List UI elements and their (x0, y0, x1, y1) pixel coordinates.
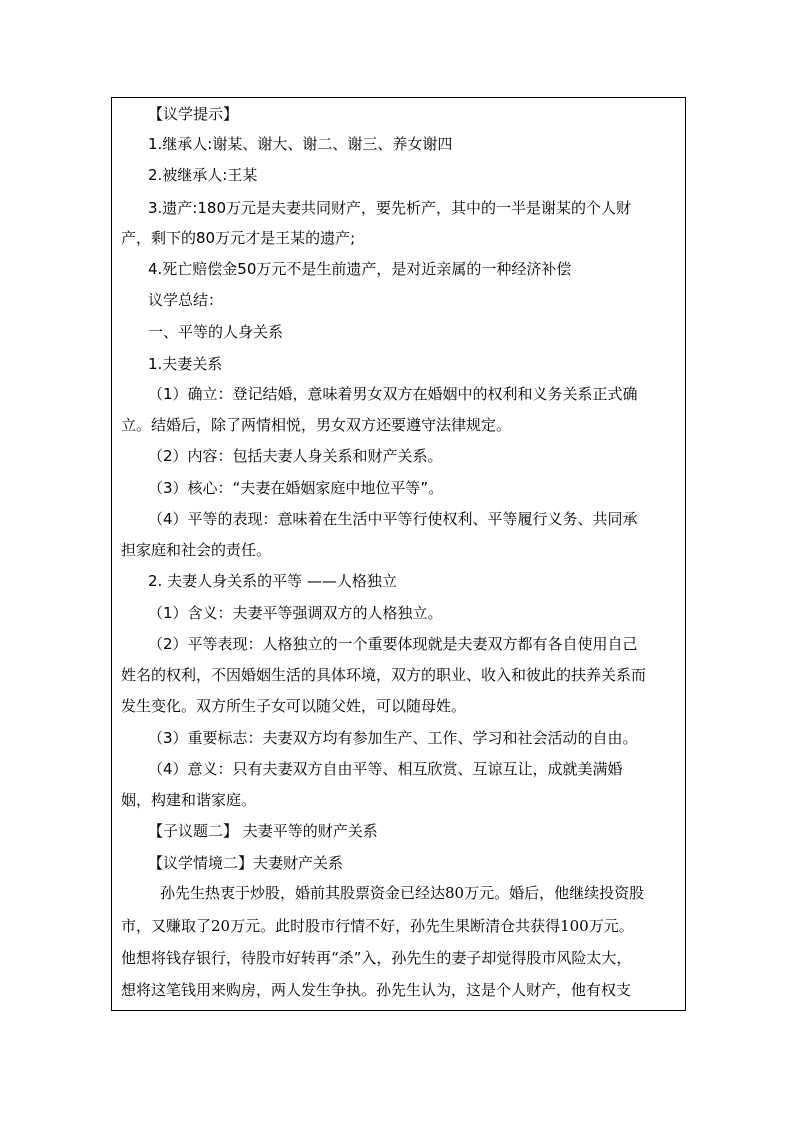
story-line: 孙先生热衷于炒股，婚前其股票资金已经达80万元。婚后，他继续投资股 (160, 884, 645, 902)
paragraph-line: 姻，构建和谐家庭。 (121, 791, 257, 809)
prompt-item: 2.被继承人:王某 (148, 166, 258, 184)
prompt-title: 【议学提示】 (148, 105, 239, 123)
prompt-item: 4.死亡赔偿金50万元不是生前遗产，是对近亲属的一种经济补偿 (148, 260, 572, 278)
paragraph-line: （1）确立：登记结婚，意味着男女双方在婚姻中的权利和义务关系正式确 (148, 385, 638, 403)
prompt-item: 产，剩下的80万元才是王某的遗产; (121, 229, 356, 247)
story-line: 市，又赚取了20万元。此时股市行情不好，孙先生果断清仓共获得100万元。 (121, 917, 634, 935)
prompt-item: 3.遗产:180万元是夫妻共同财产，要先析产，其中的一半是谢某的个人财 (148, 199, 631, 217)
paragraph-line: （3）核心：“夫妻在婚姻家庭中地位平等”。 (148, 479, 444, 497)
section-heading: 一、平等的人身关系 (148, 323, 284, 341)
paragraph-line: （2）内容：包括夫妻人身关系和财产关系。 (148, 447, 443, 465)
story-line: 想将这笔钱用来购房，两人发生争执。孙先生认为，这是个人财产，他有权支 (121, 981, 632, 999)
subsection-heading: 1.夫妻关系 (148, 355, 223, 373)
paragraph-line: （2）平等表现：人格独立的一个重要体现就是夫妻双方都有各自使用自己 (148, 635, 638, 653)
subsection-heading: 2. 夫妻人身关系的平等 ——人格独立 (148, 572, 397, 590)
paragraph-line: 立。结婚后，除了两情相悦，男女双方还要遵守法律规定。 (121, 416, 512, 434)
paragraph-line: （4）意义：只有夫妻双方自由平等、相互欣赏、互谅互让，成就美满婚 (148, 760, 623, 778)
document-table-cell (111, 97, 686, 1011)
paragraph-line: （1）含义：夫妻平等强调双方的人格独立。 (148, 604, 443, 622)
subtopic-heading: 【子议题二】 夫妻平等的财产关系 (148, 822, 378, 840)
paragraph-line: 发生变化。双方所生子女可以随父姓，可以随母姓。 (121, 697, 467, 715)
story-line: 他想将钱存银行，待股市好转再“杀”入，孙先生的妻子却觉得股市风险太大， (121, 949, 632, 967)
summary-title: 议学总结： (148, 291, 224, 309)
paragraph-line: 姓名的权利，不因婚姻生活的具体环境，双方的职业、收入和彼此的扶养关系而 (121, 666, 647, 684)
scenario-heading: 【议学情境二】夫妻财产关系 (148, 854, 344, 872)
paragraph-line: 担家庭和社会的责任。 (121, 541, 272, 559)
paragraph-line: （3）重要标志：夫妻双方均有参加生产、工作、学习和社会活动的自由。 (148, 729, 638, 747)
prompt-item: 1.继承人:谢某、谢大、谢二、谢三、养女谢四 (148, 135, 453, 153)
paragraph-line: （4）平等的表现：意味着在生活中平等行使权利、平等履行义务、共同承 (148, 510, 638, 528)
